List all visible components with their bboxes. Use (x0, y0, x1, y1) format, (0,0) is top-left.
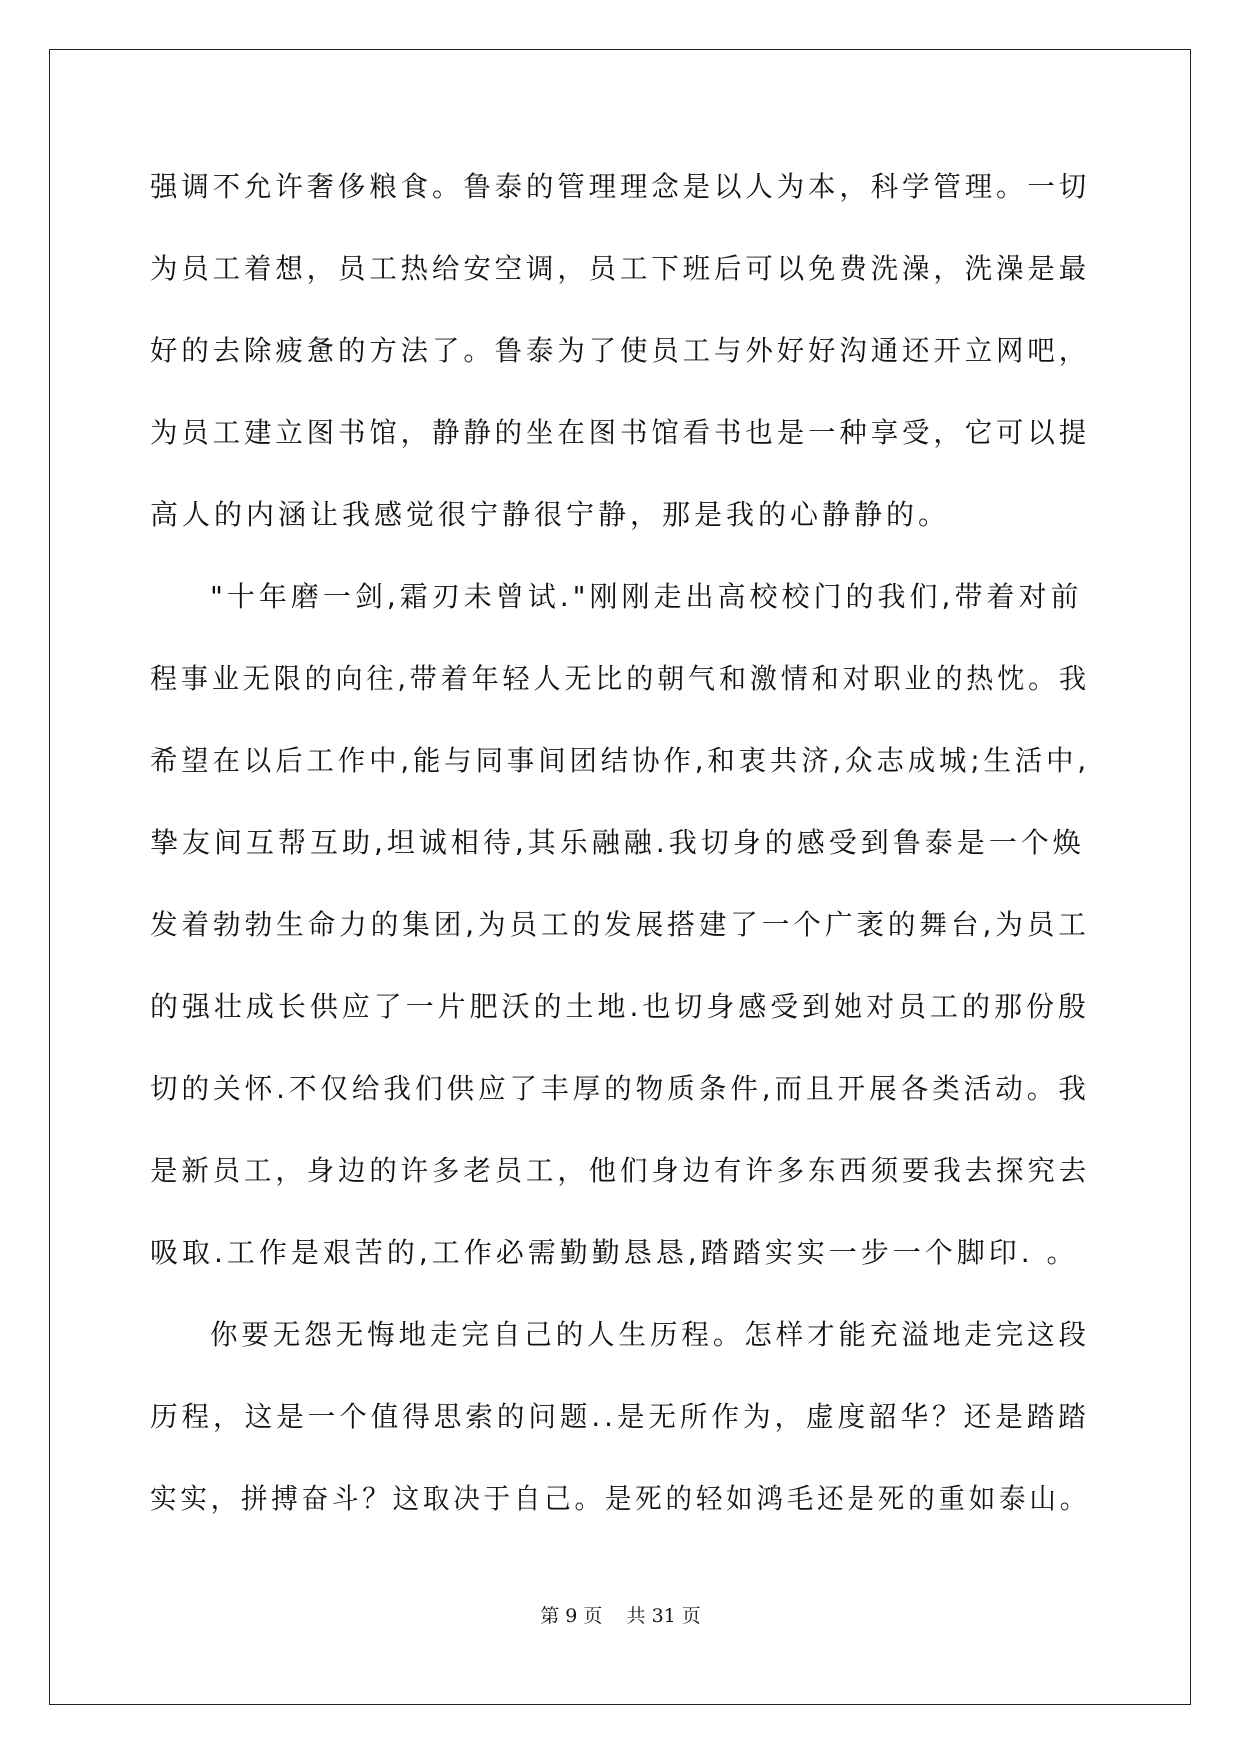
text-line: 吸取.工作是艰苦的,工作必需勤勤恳恳,踏踏实实一步一个脚印. 。 (150, 1236, 1079, 1269)
text-line: 切的关怀.不仅给我们供应了丰厚的物质条件,而且开展各类活动。我 (150, 1072, 1090, 1105)
text-line: 程事业无限的向往,带着年轻人无比的朝气和激情和对职业的热忱。我 (150, 662, 1090, 695)
page-border (49, 49, 1191, 1705)
text-line: 发着勃勃生命力的集团,为员工的发展搭建了一个广袤的舞台,为员工 (150, 908, 1090, 941)
text-line: 挚友间互帮互助,坦诚相待,其乐融融.我切身的感受到鲁泰是一个焕 (150, 826, 1085, 859)
text-line: 为员工建立图书馆，静静的坐在图书馆看书也是一种享受，它可以提 (150, 416, 1091, 449)
text-line: 希望在以后工作中,能与同事间团结协作,和衷共济,众志成城;生活中, (150, 744, 1090, 777)
paragraph-first-line: "十年磨一剑,霜刃未曾试."刚刚走出高校校门的我们,带着对前 (210, 580, 1083, 613)
text-line: 强调不允许奢侈粮食。鲁泰的管理理念是以人为本，科学管理。一切 (150, 170, 1091, 203)
text-line: 为员工着想，员工热给安空调，员工下班后可以免费洗澡，洗澡是最 (150, 252, 1091, 285)
text-line: 是新员工，身边的许多老员工，他们身边有许多东西须要我去探究去 (150, 1154, 1091, 1187)
text-line: 历程，这是一个值得思索的问题..是无所作为，虚度韶华？还是踏踏 (150, 1400, 1090, 1433)
text-line: 好的去除疲惫的方法了。鲁泰为了使员工与外好好沟通还开立网吧， (150, 334, 1091, 367)
text-line: 高人的内涵让我感觉很宁静很宁静，那是我的心静静的。 (150, 498, 951, 531)
paragraph-first-line: 你要无怨无悔地走完自己的人生历程。怎样才能充溢地走完这段 (210, 1318, 1090, 1351)
page-number-footer: 第 9 页 共 31 页 (540, 1605, 701, 1627)
text-line: 的强壮成长供应了一片肥沃的土地.也切身感受到她对员工的那份殷 (150, 990, 1090, 1023)
text-line: 实实，拼搏奋斗？这取决于自己。是死的轻如鸿毛还是死的重如泰山。 (150, 1482, 1091, 1515)
